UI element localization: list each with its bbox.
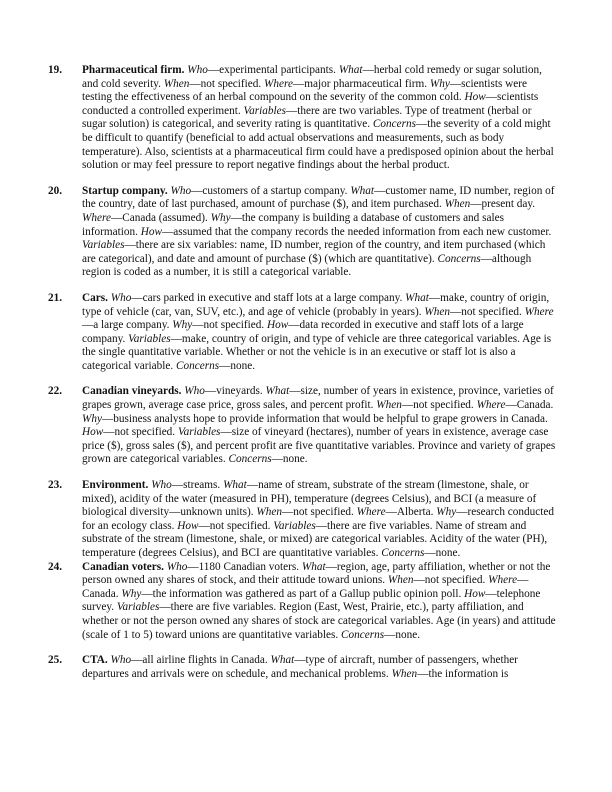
where-text: Canada. [516,399,554,412]
variables-label: Variables [82,239,125,252]
who-label: Who [170,184,192,197]
how-label: How [140,225,163,238]
where-label: Where [82,211,111,224]
how-text: data recorded in executive and staff lots of a large company. [82,319,524,345]
who-label: Who [110,291,132,304]
why-label: Why [210,211,231,224]
what-label: What [338,64,363,76]
item-body: CTA. Who—all airline flights in Canada. What—type of aircraft, number of passengers, whether departures and arrivals were on schedule, and mechanical problems. When—the information is [82,654,518,680]
concerns-text: none. [230,359,256,372]
what-text: region, age, party affiliation, whether or not the person owned any shares of stock, and their attitude toward unions. [82,560,551,587]
item-number: 19. [47,64,62,76]
item-title: CTA. [82,654,108,667]
concerns-text: none. [435,547,461,559]
why-label: Why [429,77,450,90]
when-text: not specified. [424,574,486,587]
where-label: Where [264,77,293,90]
item-title: Canadian voters. [82,560,164,573]
when-label: When [387,574,414,587]
variables-label: Variables [128,332,171,345]
what-label: What [405,291,429,304]
what-text: name of stream, substrate of the stream (limestone, shale, or mixed), acidity of the water (measured in PH), temperature (degrees Celsius), and BCI (a measure of biological diversity—unknown units). [82,479,537,519]
when-text: present day. [481,198,536,211]
who-text: streams. [183,479,221,492]
how-text: scientists conducted a controlled experiment. [82,91,539,117]
concerns-text: although region is coded as a number, it is still a categorical variable. [82,252,532,279]
variables-label: Variables [243,104,287,117]
where-label: Where [524,305,554,318]
document-page [47,64,556,693]
exercise-21 [47,291,556,374]
item-number: 25. [47,654,62,667]
variables-text: there are five variables. Name of stream and substrate of the stream (limestone, shale, or mixed) are categorical variables. Acidity of the water (PH), temperature (degrees Celsius), and BCI are quantitative variables. [82,519,548,559]
why-label: Why [121,587,142,600]
when-text: not specified. [461,305,522,318]
what-text: customer name, ID number, region of the country, date of last purchased, amount of purchase ($), and item purchased. [82,184,555,211]
when-text: not specified. [293,506,354,519]
concerns-label: Concerns [437,252,481,265]
why-text: business analysts hope to provide information that would be helpful to grape growers in Canada. [113,412,548,425]
item-number: 20. [47,184,62,197]
why-text: scientists were testing the effectiveness of an herbal compound on the severity of the common cold. [82,77,527,104]
item-number: 23. [47,479,62,492]
exercise-19 [47,64,556,173]
concerns-text: the severity of a cold might be difficult to quantify (beneficial to add actual observations and measurements, such as body temperature). Also, scientists at a pharmaceutical firm could have a predisposed opinion about the herbal solution or may feel pressure to report negative findings about the herbal product. [82,118,554,172]
concerns-label: Concerns [381,547,425,559]
how-label: How [266,319,289,332]
where-text: Canada (assumed). [122,211,208,224]
item-number: 24. [47,560,62,573]
where-text: Alberta. [396,506,434,519]
how-label: How [82,426,104,439]
where-label: Where [488,574,518,587]
item-number: 22. [47,385,62,398]
who-text: all airline flights in Canada. [142,654,268,667]
what-label: What [270,654,295,667]
how-text: not specified. [114,426,176,439]
when-text: the information is [428,667,509,680]
when-label: When [444,198,471,211]
item-body: Environment. Who—streams. What—name of stream, substrate of the stream (limestone, shale, or mixed), acidity of the water (measured in PH), temperature (degrees Celsius), and BCI (a measure of biological diversity—unknown units). When—not specified. Where—Alberta. Why—research conducted for an ecology class. How—not specified. Variables—there are five variables. Name of stream and substrate of the stream (limestone, shale, or mixed) are categorical variables. Acidity of the water (PH), temperature (degrees Celsius), and BCI are quantitative variables. Concerns—none. [82,479,554,559]
who-text: 1180 Canadian voters. [198,560,300,573]
exercise-20 [47,184,556,280]
variables-label: Variables [273,519,316,532]
variables-text: size of vineyard (hectares), number of years in existence, average case price ($), gross sales ($), and percent profit are five quantitative variables. Province and variety of grapes grown are categorical variables. [82,426,556,466]
how-label: How [464,91,486,104]
concerns-label: Concerns [228,453,272,466]
variables-text: there are six variables: name, ID number, region of the country, and item purchased (which are categorical), and date and amount of purchase ($) (which are quantitative). [82,239,546,265]
item-body: Cars. Who—cars parked in executive and staff lots at a large company. What—make, country of origin, type of vehicle (car, van, SUV, etc.), and age of vehicle (probably in years). When—not specified. Where—a large company. Why—not specified. How—data recorded in executive and staff lots of a large company. Variables—make, country of origin, and type of vehicle are three categorical variables. Age is the single quantitative variable. Whether or not the vehicle is in an executive or staff lot is also a categorical variable. Concerns—none. [82,291,554,372]
who-text: customers of a startup company. [202,184,348,197]
when-text: not specified. [200,77,262,90]
what-text: type of aircraft, number of passengers, whether departures and arrivals were on schedule, and mechanical problems. [82,654,518,680]
concerns-text: none. [395,628,421,641]
why-label: Why [436,506,457,519]
when-label: When [163,77,190,90]
how-text: not specified. [209,519,271,532]
who-label: Who [110,654,132,667]
item-body: Pharmaceutical firm. Who—experimental participants. What—herbal cold remedy or sugar solution, and cold severity. When—not specified. Where—major pharmaceutical firm. Why—scientists were testing the effectiveness of an herbal compound on the severity of the common cold. How—scientists conducted a controlled experiment. Variables—there are two variables. Type of treatment (herbal or sugar solution) is categorical, and severity rating is quantitative. Concerns—the severity of a cold might be difficult to quantify (beneficial to add actual observations and measurements, such as body temperature). Also, scientists at a pharmaceutical firm could have a predisposed opinion about the herbal solution or may feel pressure to report negative findings about the herbal product. [82,64,554,172]
item-title: Cars. [82,291,108,304]
when-label: When [391,667,418,680]
what-label: What [350,184,375,197]
who-text: vineyards. [216,385,263,398]
when-label: When [376,399,402,412]
what-text: make, country of origin, type of vehicle (car, van, SUV, etc.), and age of vehicle (probably in years). [82,291,550,318]
when-label: When [256,506,282,519]
why-text: the company is building a database of customers and sales information. [82,211,504,238]
item-body: Canadian vineyards. Who—vineyards. What—size, number of years in existence, province, varieties of grapes grown, average case price, gross sales, and percent profit. When—not specified. Where—Canada. Why—business analysts hope to provide information that would be helpful to grape growers in Canada. How—not specified. Variables—size of vineyard (hectares), number of years in existence, average case price ($), gross sales ($), and percent profit are five quantitative variables. Province and variety of grapes grown are categorical variables. Concerns—none. [82,385,556,466]
item-number: 21. [47,291,62,304]
why-label: Why [172,319,193,332]
item-body: Canadian voters. Who—1180 Canadian voters. What—region, age, party affiliation, whether or not the person owned any shares of stock, and their attitude toward unions. When—not specified. Where—Canada. Why—the information was gathered as part of a Gallup public opinion poll. How—telephone survey. Variables—there are five variables. Region (East, West, Prairie, etc.), party affiliation, and whether or not the person owned any shares of stock are categorical variables. Age (in years) and attitude (scale of 1 to 5) toward unions are quantitative variables. Concerns—none. [82,560,556,641]
when-label: When [424,305,450,318]
where-label: Where [356,506,386,519]
why-text: research conducted for an ecology class. [82,506,554,532]
item-body: Startup company. Who—customers of a startup company. What—customer name, ID number, region of the country, date of last purchased, amount of purchase ($), and item purchased. When—present day. Where—Canada (assumed). Why—the company is building a database of customers and sales information. How—assumed that the company records the needed information from each new customer. Variables—there are six variables: name, ID number, region of the country, and item purchased (which are categorical), and date and amount of purchase ($) (which are quantitative). Concerns—although region is coded as a number, it is still a categorical variable. [82,184,555,279]
who-text: cars parked in executive and staff lots at a large company. [142,291,403,304]
variables-text: make, country of origin, and type of vehicle are three categorical variables. Age is the single quantitative variable. Whether or not the vehicle is in an executive or staff lot is also a categorical variable. [82,332,552,372]
concerns-label: Concerns [340,628,385,641]
exercise-25 [47,654,556,681]
why-text: not specified. [203,319,265,332]
concerns-label: Concerns [372,118,416,131]
item-title: Environment. [82,479,149,492]
variables-text: there are five variables. Region (East, West, Prairie, etc.), party affiliation, and whether or not the person owned any shares of stock are categorical variables. Age (in years) and attitude (scale of 1 to 5) toward unions are quantitative variables. [82,601,556,641]
where-label: Where [476,399,506,412]
variables-label: Variables [116,601,160,614]
exercise-23 [47,479,556,561]
how-text: assumed that the company records the needed information from each new customer. [173,225,552,238]
variables-text: there are two variables. Type of treatment (herbal or sugar solution) is categorical, and severity rating is quantitative. [82,104,532,131]
who-label: Who [187,64,208,76]
how-text: telephone survey. [82,587,541,614]
item-title: Startup company. [82,184,168,197]
why-label: Why [82,412,102,425]
item-title: Canadian vineyards. [82,385,182,398]
exercise-24 [47,560,556,643]
how-label: How [177,519,199,532]
what-label: What [301,560,326,573]
what-text: size, number of years in existence, province, varieties of grapes grown, average case price, gross sales, and percent profit. [82,385,554,412]
what-label: What [265,385,290,398]
item-title: Pharmaceutical firm. [82,64,185,76]
who-text: experimental participants. [219,64,336,76]
exercise-22 [47,385,556,467]
who-label: Who [151,479,172,492]
who-label: Who [184,385,205,398]
concerns-label: Concerns [176,359,220,372]
where-text: a large company. [93,319,170,332]
where-text: major pharmaceutical firm. [304,77,428,90]
why-text: the information was gathered as part of a Gallup public opinion poll. [152,587,462,600]
who-label: Who [166,560,188,573]
concerns-text: none. [282,453,308,466]
when-text: not specified. [413,399,474,412]
what-label: What [223,479,247,492]
where-text: Canada. [82,587,119,600]
how-label: How [464,587,486,600]
what-text: herbal cold remedy or sugar solution, and cold severity. [82,64,542,90]
variables-label: Variables [177,426,221,439]
